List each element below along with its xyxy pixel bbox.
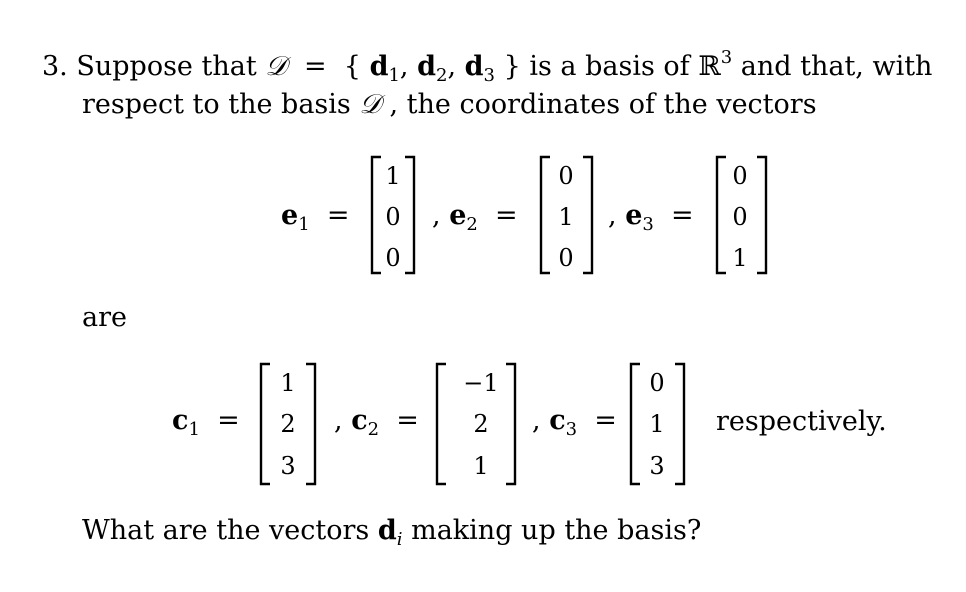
c3-label: , $c_3$ =	[532, 405, 617, 440]
problem-statement-line-1: 3. Suppose that 𝒟 = { $d_1$, $d_2$, $d_3$ } is a basis of ℝ$^3$ and that, with	[42, 47, 933, 86]
question-line: What are the vectors $d_i$ making up the basis?	[82, 515, 702, 550]
matrix-entry: 1	[385, 162, 401, 190]
matrix-entry: 1	[558, 203, 574, 231]
matrix-entry: −1	[463, 369, 499, 397]
are-text: are	[82, 302, 127, 333]
matrix-entry: 0	[649, 369, 665, 397]
e2-label: , $e_2$ =	[432, 200, 518, 235]
right-bracket	[504, 362, 518, 486]
matrix-entry: 0	[732, 203, 748, 231]
matrix-entry: 0	[385, 203, 401, 231]
matrix-entry: 2	[280, 410, 296, 438]
matrix-entry: 1	[649, 410, 665, 438]
left-bracket	[434, 362, 448, 486]
matrix-entry: 3	[649, 452, 665, 480]
basis-D-symbol: 𝒟	[265, 51, 287, 82]
e3-label: , $e_3$ =	[608, 200, 694, 235]
matrix-entry: 1	[280, 369, 296, 397]
matrix-entry: 1	[732, 244, 748, 272]
respectively-text: respectively.	[716, 406, 887, 437]
c2-label: , $c_2$ =	[334, 405, 419, 440]
e1-label: $e_1$ =	[281, 200, 350, 235]
matrix-entry: 0	[558, 162, 574, 190]
problem-statement-line-2: respect to the basis 𝒟 , the coordinates of the vectors	[82, 89, 817, 120]
problem-number: 3.	[42, 51, 68, 82]
matrix-entry: 3	[280, 452, 296, 480]
matrix-entry: 2	[473, 410, 489, 438]
basis-D-symbol: 𝒟	[359, 89, 381, 120]
matrix-entry: 0	[732, 162, 748, 190]
real-numbers-symbol: ℝ	[698, 51, 721, 82]
matrix-entry: 1	[473, 452, 489, 480]
matrix-entry: 0	[385, 244, 401, 272]
matrix-entry: 0	[558, 244, 574, 272]
c1-label: $c_1$ =	[172, 405, 240, 440]
